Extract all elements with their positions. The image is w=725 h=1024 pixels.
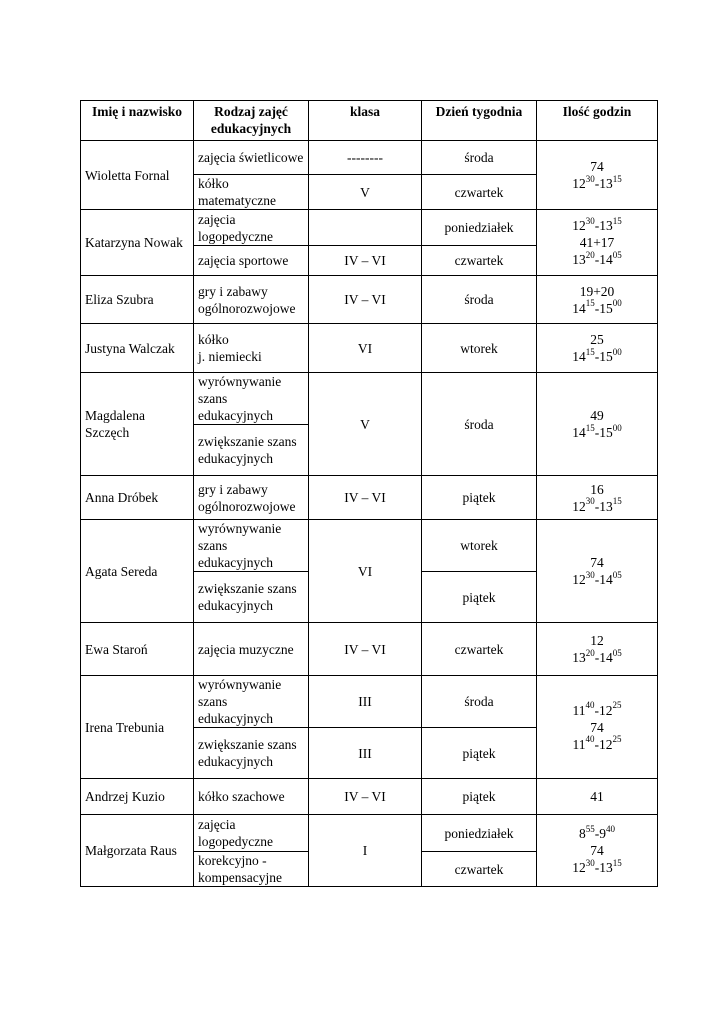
class-cell: IV – VI [309,779,422,815]
hours-cell [537,815,658,887]
teacher-name: Małgorzata Raus [81,815,194,887]
hours-time: $14^{15}-15^{00}$ [572,422,622,440]
header-day: Dzień tygodnia [422,101,537,141]
class-cell: III [309,728,422,779]
hours-count: 74 [590,159,604,174]
day-cell: piątek [422,779,537,815]
hours-cell [537,520,658,623]
table-row [81,141,658,175]
class-cell: V [309,373,422,476]
hours-count: 74 [590,719,604,735]
hours-count: 41+17 [579,235,615,250]
hours-cell [537,623,658,676]
activity-cell: wyrównywanie szans edukacyjnych [194,676,309,728]
activity-cell: gry i zabawy ogólnorozwojowe [194,476,309,520]
class-cell: -------- [309,141,422,175]
class-cell: IV – VI [309,623,422,676]
hours-cell [537,676,658,779]
hours-count: 74 [590,843,604,858]
hours-time: $8^{55}-9^{40}$ [579,823,615,841]
header-activity: Rodzaj zajęć edukacyjnych [194,101,309,141]
header-class: klasa [309,101,422,141]
day-cell: poniedziałek [422,815,537,852]
table-row [81,815,658,852]
class-cell: IV – VI [309,276,422,324]
class-cell: III [309,676,422,728]
hours-cell [537,210,658,276]
hours-time: $14^{15}-15^{00}$ [572,346,622,364]
hours-count: 49 [590,408,604,423]
table-row [81,276,658,324]
table-row [81,324,658,373]
table-row [81,476,658,520]
activity-cell: korekcyjno - kompensacyjne [194,852,309,887]
activity-cell: zajęcia logopedyczne [194,815,309,852]
class-cell: IV – VI [309,246,422,276]
activity-cell: zajęcia logopedyczne [194,210,309,246]
class-cell: VI [309,324,422,373]
activity-cell: wyrównywanie szans edukacyjnych [194,520,309,572]
hours-cell [537,779,658,815]
teacher-name: Justyna Walczak [81,324,194,373]
hours-cell [537,324,658,373]
table-row [81,623,658,676]
table-row [81,676,658,728]
activity-cell: wyrównywanie szans edukacyjnych [194,373,309,425]
activity-line: kółko [198,332,229,347]
table-row [81,520,658,572]
day-cell: piątek [422,572,537,623]
day-cell: środa [422,676,537,728]
class-cell: IV – VI [309,476,422,520]
hours-count: 25 [590,332,604,347]
day-cell: wtorek [422,520,537,572]
activity-cell: kółko matematyczne [194,175,309,210]
activity-cell: zwiększanie szans edukacyjnych [194,572,309,623]
day-cell: wtorek [422,324,537,373]
day-cell: czwartek [422,246,537,276]
hours-cell [537,373,658,476]
day-cell: środa [422,141,537,175]
hours-cell [537,276,658,324]
header-name: Imię i nazwisko [81,101,194,141]
hours-count: 12 [590,633,604,648]
table-row [81,373,658,425]
day-cell: czwartek [422,623,537,676]
hours-time: $12^{30}-14^{05}$ [572,569,622,587]
teacher-name: Magdalena Szczęch [81,373,194,476]
hours-time: $13^{20}-14^{05}$ [572,249,622,267]
hours-count: 19+20 [579,283,615,299]
activity-cell: gry i zabawy ogólnorozwojowe [194,276,309,324]
header-hours: Ilość godzin [537,101,658,141]
activity-cell: kółko szachowe [194,779,309,815]
activity-cell: zwiększanie szans edukacyjnych [194,728,309,779]
teacher-name: Wioletta Fornal [81,141,194,210]
teacher-name: Ewa Staroń [81,623,194,676]
day-cell: piątek [422,728,537,779]
teacher-name: Anna Dróbek [81,476,194,520]
hours-cell [537,476,658,520]
day-cell: czwartek [422,852,537,887]
hours-cell [537,141,658,210]
hours-time: $13^{20}-14^{05}$ [572,647,622,665]
activity-cell: zajęcia świetlicowe [194,141,309,175]
hours-count: 74 [590,555,604,570]
day-cell: poniedziałek [422,210,537,246]
teacher-name: Irena Trebunia [81,676,194,779]
class-cell: V [309,175,422,210]
class-cell: VI [309,520,422,623]
activity-cell [194,324,309,373]
teacher-name: Agata Sereda [81,520,194,623]
table-row [81,779,658,815]
teacher-name: Eliza Szubra [81,276,194,324]
schedule-table [80,100,658,887]
class-cell: I [309,815,422,887]
teacher-name: Katarzyna Nowak [81,210,194,276]
activity-cell: zwiększanie szans edukacyjnych [194,425,309,476]
hours-time: $12^{30}-13^{15}$ [572,496,622,514]
day-cell: środa [422,373,537,476]
activity-cell: zajęcia muzyczne [194,623,309,676]
header-row [81,101,658,141]
table-row [81,210,658,246]
hours-time: $12^{30}-13^{15}$ [572,857,622,875]
day-cell: piątek [422,476,537,520]
day-cell: środa [422,276,537,324]
hours-time: $14^{15}-15^{00}$ [572,298,622,316]
activity-cell: zajęcia sportowe [194,246,309,276]
activity-line: j. niemiecki [198,349,262,364]
hours-count: 16 [590,481,604,497]
day-cell: czwartek [422,175,537,210]
hours-time: $12^{30}-13^{15}$ [572,173,622,191]
teacher-name: Andrzej Kuzio [81,779,194,815]
class-cell [309,210,422,246]
hours-count: 41 [590,789,604,804]
hours-time: $11^{40}-12^{25}$ [572,700,622,718]
hours-time: $12^{30}-13^{15}$ [572,215,622,233]
hours-time: $11^{40}-12^{25}$ [572,734,622,752]
